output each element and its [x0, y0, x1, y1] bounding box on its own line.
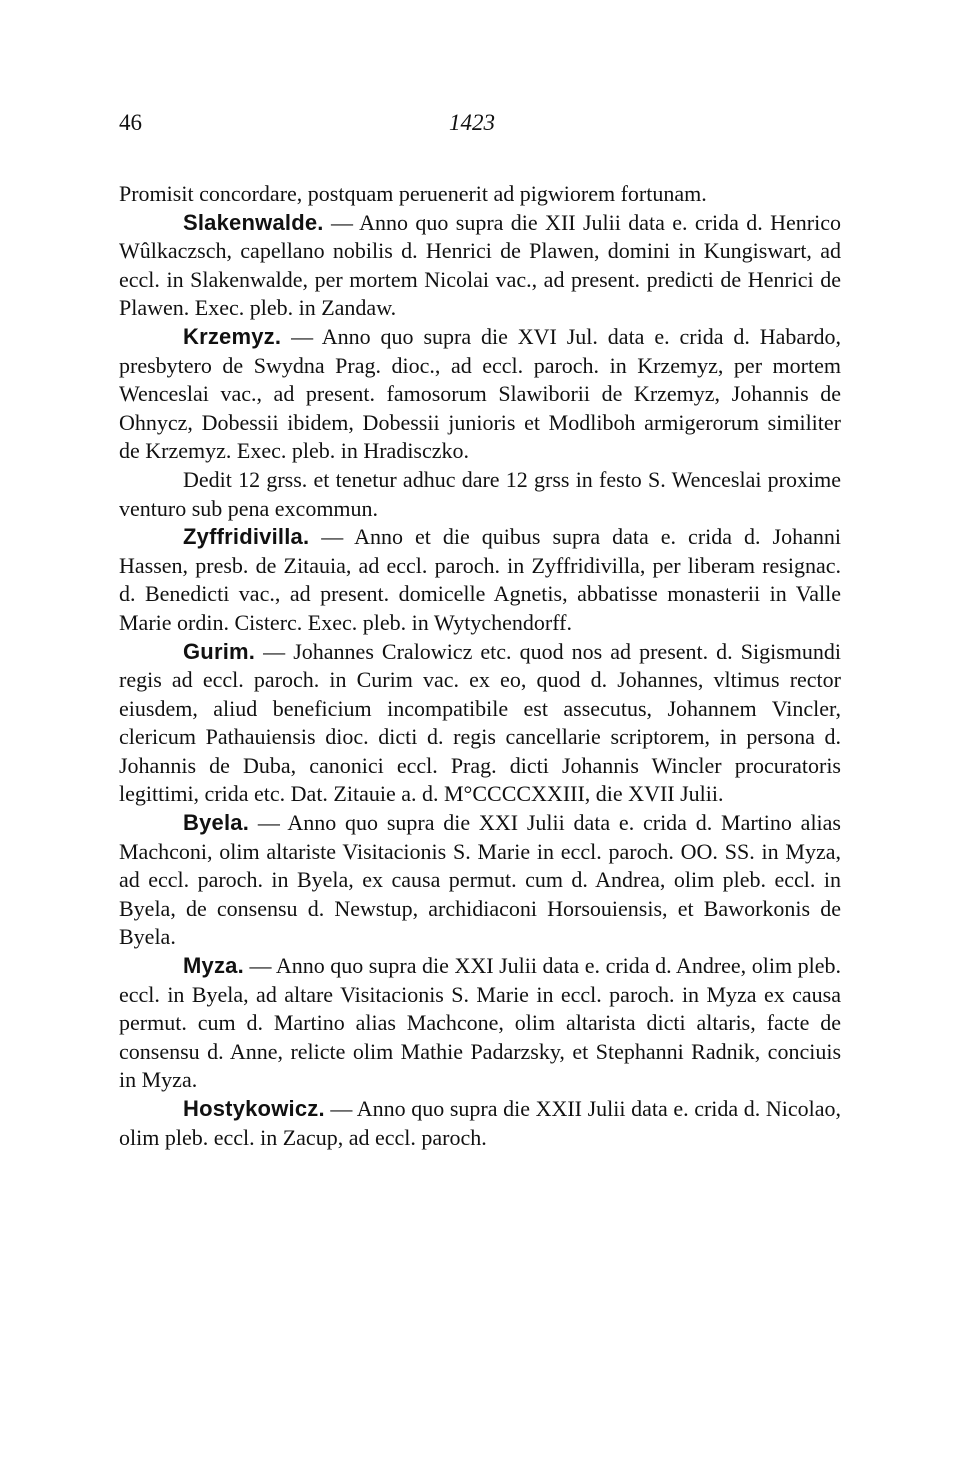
entry-slakenwalde: [119, 209, 841, 323]
entry-myza: [119, 952, 841, 1095]
entry-hostykowicz: [119, 1095, 841, 1152]
entry-gurim: [119, 638, 841, 810]
running-year: 1423: [449, 110, 495, 135]
note-text: Dedit 12 grss. et tenetur adhuc dare 12 grss in festo S. Wenceslai proxime venturo sub pena excommun.: [119, 466, 841, 521]
entry-note: [119, 466, 841, 523]
entry-place-name: Krzemyz.: [183, 323, 282, 349]
entry-place-name: Slakenwalde.: [183, 209, 324, 235]
entry-text: — Anno quo supra die XXI Julii data e. crida d. Andree, olim pleb. eccl. in Byela, ad altare Visitacionis S. Marie in eccl. paroch. in Myza ex causa permut. cum d. Martino alias Machcone, olim altarista dicti altaris, facte de consensu d. Anne, relicte olim Mathie Padarzsky, et Stephanni Radnik, conciuis in Myza.: [119, 953, 841, 1093]
entry-text: — Anno quo supra die XXII Julii data e. crida d. Nicolao, olim pleb. eccl. in Zacup, ad eccl. paroch.: [119, 1096, 841, 1150]
running-head: [119, 110, 841, 144]
entry-place-name: Myza.: [183, 953, 244, 979]
document-page: [119, 110, 841, 1152]
entry-place-name: Hostykowicz.: [183, 1096, 325, 1121]
entry-text: — Johannes Cralowicz etc. quod nos ad present. d. Sigismundi regis ad eccl. paroch. in Curim vac. ex eo, quod d. Johannes, vltimus rector eiusdem, aliud beneficium incompatibile est assecutus, Johannem Vincler, clericum Pathauiensis dioc. dicti d. regis cancellarie scriptorem, in persona d. Johannis de Duba, canonici eccl. Prag. dicti Johannis Wincler procuratoris legittimi, crida etc. Dat. Zitauie a. d. M°CCCCXXIII, die XVII Julii.: [119, 638, 841, 807]
entry-text: — Anno quo supra die XII Julii data e. crida d. Henrico Wûlkaczsch, capellano nobilis d. Henrici de Plawen, domini in Kungiswart, ad eccl. in Slakenwalde, per mortem Nicolai vac., ad present. predicti de Henrici de Plawen. Exec. pleb. in Zandaw.: [119, 209, 841, 321]
entry-place-name: Zyffridivilla.: [183, 524, 310, 550]
entry-text: — Anno et die quibus supra data e. crida d. Johanni Hassen, presb. de Zitauia, ad eccl. paroch. in Zyffridivilla, per liberam resignac. d. Benedicti vac., ad present. domicelle Agnetis, abbatisse monasterii in Valle Marie ordin. Cisterc. Exec. pleb. in Wytychendorff.: [119, 524, 841, 635]
entry-text: — Anno quo supra die XXI Julii data e. crida d. Martino alias Machconi, olim altariste Visitacionis S. Marie in eccl. paroch. OO. SS. in Myza, ad eccl. paroch. in Byela, ex causa permut. cum d. Andrea, olim pleb. eccl. in Byela, de consensu d. Newstup, archidiaconi Horsouiensis, et Baworkonis de Byela.: [119, 810, 841, 950]
entries: [119, 180, 841, 1152]
paragraph-continuation: [119, 180, 841, 209]
entry-place-name: Gurim.: [183, 638, 256, 664]
paragraph-text: Promisit concordare, postquam peruenerit ad pigwiorem fortunam.: [119, 181, 707, 206]
entry-zyffridivilla: [119, 523, 841, 637]
entry-text: — Anno quo supra die XVI Jul. data e. crida d. Habardo, presbytero de Swydna Prag. dioc., ad eccl. paroch. in Krzemyz, per mortem Wenceslai vac., ad present. famosorum Slawiborii de Krzemyz, Johannis de Ohnycz, Dobessii ibidem, Dobessii junioris et Modliboh armigerorum similiter de Krzemyz. Exec. pleb. in Hradisczko.: [119, 323, 841, 464]
entry-place-name: Byela.: [183, 810, 250, 836]
page-number: 46: [119, 110, 142, 135]
entry-krzemyz: [119, 323, 841, 466]
entry-byela: [119, 809, 841, 952]
